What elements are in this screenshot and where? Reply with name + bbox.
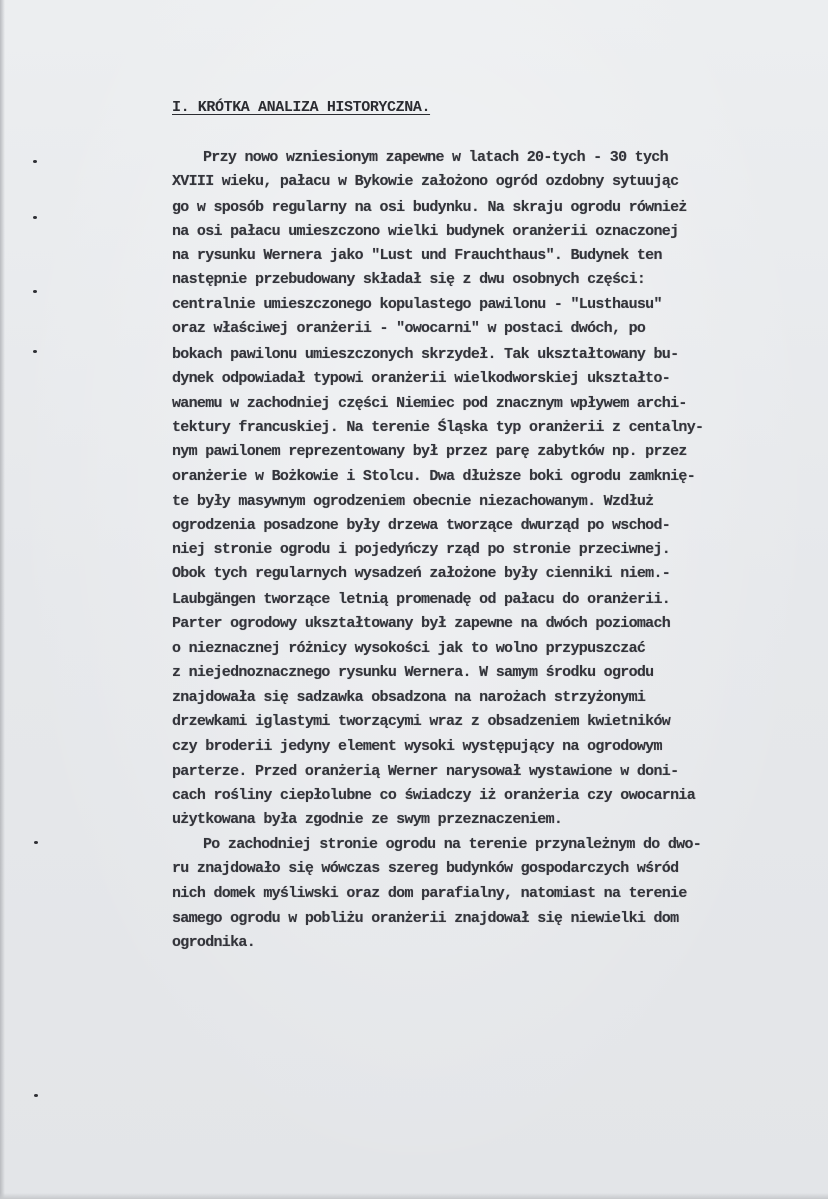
text-line: Przy nowo wzniesionym zapewne w latach 20-tych - 30 tych [203, 149, 668, 166]
text-line: znajdowała się sadzawka obsadzona na narożach strzyżonymi [172, 689, 646, 706]
margin-mark [33, 290, 37, 293]
text-line: tektury francuskiej. Na terenie Śląska typ oranżerii z centalny- [172, 419, 704, 436]
text-line: Laubgängen tworzące letnią promenadę od pałacu do oranżerii. [172, 591, 671, 608]
margin-mark [33, 160, 37, 163]
page-bottom-edge-shadow [0, 1193, 828, 1199]
text-line: samego ogrodu w pobliżu oranżerii znajdował się niewielki dom [172, 910, 679, 927]
text-line: następnie przebudowany składał się z dwu osobnych części: [172, 271, 646, 288]
margin-mark [33, 216, 37, 219]
text-line: centralnie umieszczonego kopulastego pawilonu - "Lusthausu" [172, 296, 662, 313]
margin-mark [34, 1094, 38, 1097]
text-line: ogrodzenia posadzone były drzewa tworzące dwurząd po wschod- [172, 517, 671, 534]
margin-mark [33, 350, 37, 353]
text-line: Parter ogrodowy ukształtowany był zapewne na dwóch poziomach [172, 615, 671, 632]
text-line: go w sposób regularny na osi budynku. Na skraju ogrodu również [172, 199, 687, 216]
text-line: cach rośliny ciepłolubne co świadczy iż oranżeria czy owocarnia [172, 787, 695, 804]
text-line: XVIII wieku, pałacu w Bykowie założono ogród ozdobny sytuując [172, 173, 679, 190]
text-line: nich domek myśliwski oraz dom parafialny, natomiast na terenie [172, 885, 687, 902]
text-line: ru znajdowało się wówczas szereg budynków gospodarczych wśród [172, 860, 679, 877]
text-line: na rysunku Wernera jako "Lust und Frauchthaus". Budynek ten [172, 247, 662, 264]
text-line: na osi pałacu umieszczono wielki budynek oranżerii oznaczonej [172, 223, 679, 240]
text-line: oranżerie w Bożkowie i Stolcu. Dwa dłuższe boki ogrodu zamknię- [172, 468, 695, 485]
text-line: czy broderii jedyny element wysoki występujący na ogrodowym [172, 738, 662, 755]
punch-hole-marks [0, 0, 40, 1199]
text-line: bokach pawilonu umieszczonych skrzydeł. Tak ukształtowany bu- [172, 346, 679, 363]
text-line: nym pawilonem reprezentowany był przez parę zabytków np. przez [172, 443, 687, 460]
text-line: ogrodnika. [172, 934, 256, 951]
margin-mark [34, 841, 38, 844]
text-line: oraz właściwej oranżerii - "owocarni" w postaci dwóch, po [172, 320, 646, 337]
text-line: Obok tych regularnych wysadzeń założone były cienniki niem.- [172, 565, 671, 582]
text-line: drzewkami iglastymi tworzącymi wraz z obsadzeniem kwietników [172, 713, 671, 730]
text-line: o nieznacznej różnicy wysokości jak to wolno przypuszczać [172, 640, 646, 657]
text-line: te były masywnym ogrodzeniem obecnie niezachowanym. Wzdłuż [172, 493, 654, 510]
section-heading: I. KRÓTKA ANALIZA HISTORYCZNA. [172, 99, 431, 116]
text-line: wanemu w zachodniej części Niemiec pod znacznym wpływem archi- [172, 395, 687, 412]
text-line: dynek odpowiadał typowi oranżerii wielkodworskiej ukształto- [172, 370, 671, 387]
text-line: parterze. Przed oranżerią Werner narysował wystawione w doni- [172, 763, 679, 780]
text-line: Po zachodniej stronie ogrodu na terenie przynależnym do dwo- [203, 836, 702, 853]
text-line: niej stronie ogrodu i pojedyńczy rząd po stronie przeciwnej. [172, 541, 671, 558]
text-line: użytkowana była zgodnie ze swym przeznaczeniem. [172, 811, 563, 828]
text-line: z niejednoznacznego rysunku Wernera. W samym środku ogrodu [172, 664, 654, 681]
